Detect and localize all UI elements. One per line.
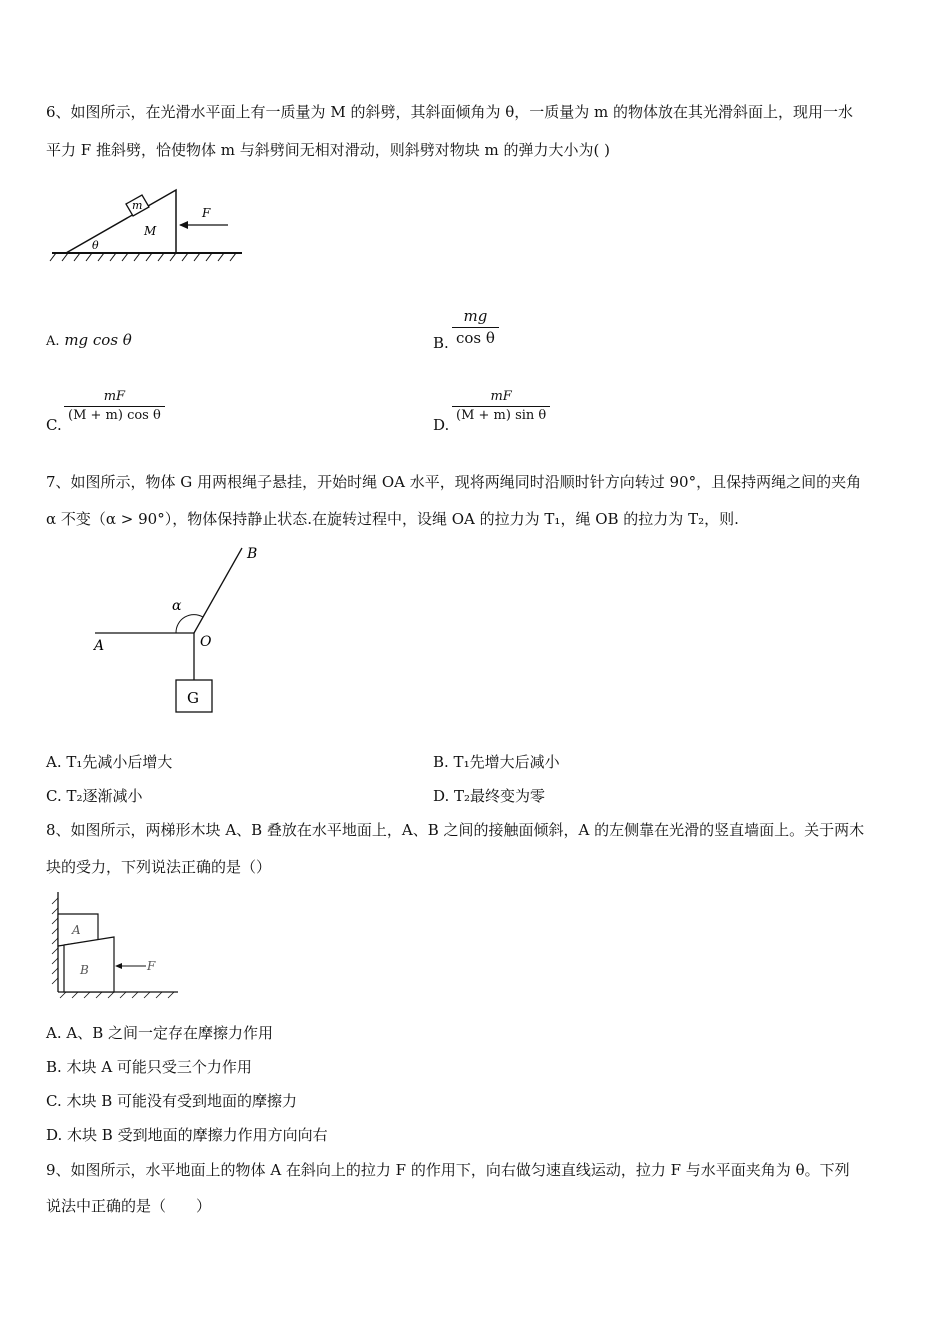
q6-option-c-label[interactable]: C. (46, 416, 62, 434)
q6-option-c-fraction: mF (M + m) cos θ (64, 389, 165, 423)
q8-option-d[interactable]: D. 木块 B 受到地面的摩擦力作用方向向右 (46, 1126, 328, 1144)
q7-option-d[interactable]: D. T₂最终变为零 (433, 787, 546, 805)
q7-label-a: A (94, 638, 105, 654)
q8-label-b: B (80, 963, 89, 977)
q6-stem-line1: 6、如图所示，在光滑水平面上有一质量为 M 的斜劈，其斜面倾角为 θ，一质量为 m 的物体放在其光滑斜面上，现用一水 (46, 103, 854, 121)
q6-wedge-label: M (144, 224, 157, 238)
q6-option-d-label[interactable]: D. (433, 416, 450, 434)
q6-angle-label: θ (92, 239, 99, 252)
q6-block-label: m (132, 199, 143, 212)
q7-label-b: B (247, 546, 258, 562)
q6-option-b-fraction: mg cos θ (452, 307, 499, 347)
q8-stem-line1: 8、如图所示，两梯形木块 A、B 叠放在水平地面上，A、B 之间的接触面倾斜，A 的左侧靠在光滑的竖直墙面上。关于两木 (46, 821, 865, 839)
q6-option-b-label[interactable]: B. (433, 334, 449, 352)
q8-blocks-figure (50, 888, 190, 998)
q7-stem-line2: α 不变（α > 90°），物体保持静止状态.在旋转过程中，设绳 OA 的拉力为 T₁，绳 OB 的拉力为 T₂，则. (46, 510, 739, 528)
q8-label-f: F (147, 959, 156, 973)
q6-force-label: F (202, 206, 211, 220)
q7-label-o: O (200, 634, 212, 650)
q6-wedge-figure (46, 185, 246, 265)
q7-option-a[interactable]: A. T₁先减小后增大 (46, 753, 173, 771)
q7-label-g: G (187, 689, 199, 707)
q7-option-c[interactable]: C. T₂逐渐减小 (46, 787, 143, 805)
q8-option-a[interactable]: A. A、B 之间一定存在摩擦力作用 (46, 1024, 273, 1042)
q8-option-c[interactable]: C. 木块 B 可能没有受到地面的摩擦力 (46, 1092, 298, 1110)
q8-stem-line2: 块的受力，下列说法正确的是（） (46, 858, 272, 876)
q6-option-d-fraction: mF (M + m) sin θ (452, 389, 550, 423)
q7-stem-line1: 7、如图所示，物体 G 用两根绳子悬挂，开始时绳 OA 水平，现将两绳同时沿顺时针方向转过 90°，且保持两绳之间的夹角 (46, 473, 862, 491)
q7-option-b[interactable]: B. T₁先增大后减小 (433, 753, 560, 771)
q7-label-alpha: α (172, 598, 182, 614)
q9-stem-line1: 9、如图所示，水平地面上的物体 A 在斜向上的拉力 F 的作用下，向右做匀速直线运动，拉力 F 与水平面夹角为 θ。下列 (46, 1161, 850, 1179)
q6-option-a[interactable]: A. mg cos θ (46, 331, 132, 349)
q7-rope-figure (90, 540, 270, 720)
q6-stem-line2: 平力 F 推斜劈，恰使物体 m 与斜劈间无相对滑动，则斜劈对物块 m 的弹力大小为( ) (46, 141, 610, 159)
q8-label-a: A (72, 923, 81, 937)
q8-option-b[interactable]: B. 木块 A 可能只受三个力作用 (46, 1058, 252, 1076)
q9-stem-line2: 说法中正确的是（ ） (46, 1197, 212, 1215)
